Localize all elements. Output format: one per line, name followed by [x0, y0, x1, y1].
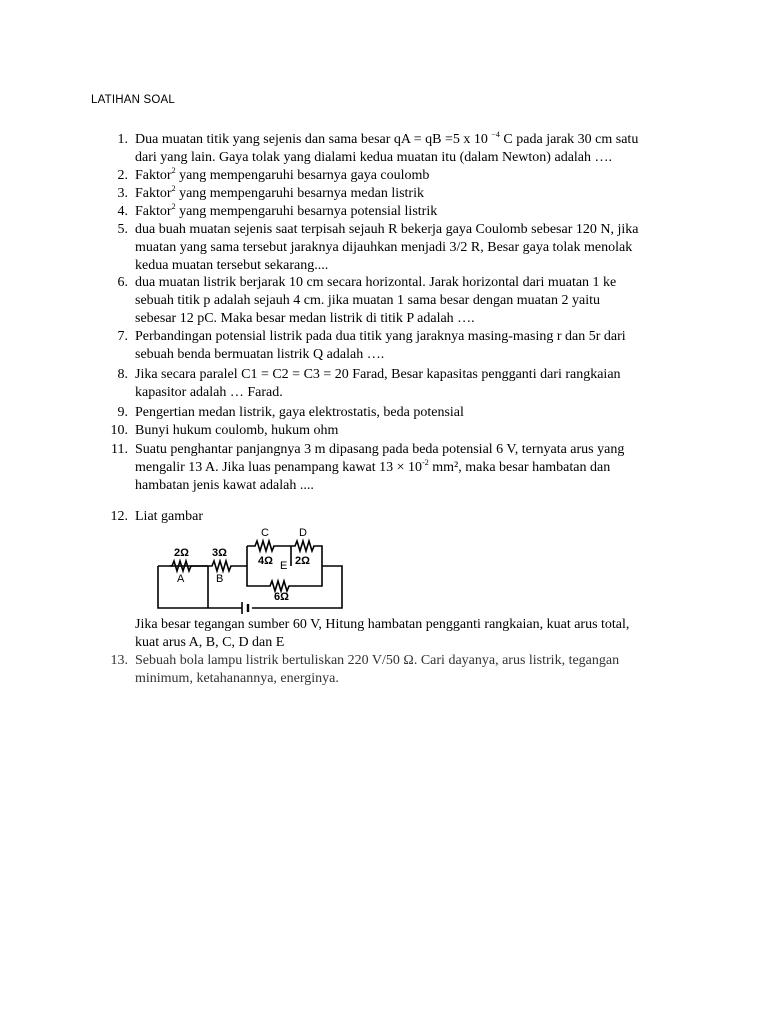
wire-right: [252, 566, 342, 608]
label-2ohm-d: 2Ω: [295, 555, 310, 567]
page-title: LATIHAN SOAL: [91, 94, 175, 106]
question-number: 3.: [117, 186, 128, 201]
label-3ohm-b: 3Ω: [212, 547, 227, 559]
resistor-b: [208, 561, 247, 571]
question-number: 6.: [117, 275, 128, 290]
question-number: 5.: [117, 222, 128, 237]
question-number: 2.: [117, 168, 128, 183]
node-a: A: [177, 573, 185, 585]
node-e: E: [280, 560, 288, 572]
circuit-diagram: [150, 522, 350, 614]
wire-bottom-left: [158, 566, 242, 608]
node-b: B: [216, 573, 224, 585]
question-number: 4.: [117, 204, 128, 219]
label-6ohm: 6Ω: [274, 591, 289, 603]
node-d: D: [299, 527, 307, 539]
label-2ohm-a: 2Ω: [174, 547, 189, 559]
question-number: 1.: [117, 132, 128, 147]
question-number: 8.: [117, 367, 128, 382]
question-number: 9.: [117, 405, 128, 420]
node-c: C: [261, 527, 269, 539]
question-number: 10.: [110, 423, 128, 438]
resistor-c: [247, 541, 291, 551]
question-number: 7.: [117, 329, 128, 344]
question-number: 11.: [111, 442, 128, 457]
question-number: 12.: [110, 509, 128, 524]
label-4ohm: 4Ω: [258, 555, 273, 567]
question-number: 13.: [110, 653, 128, 668]
